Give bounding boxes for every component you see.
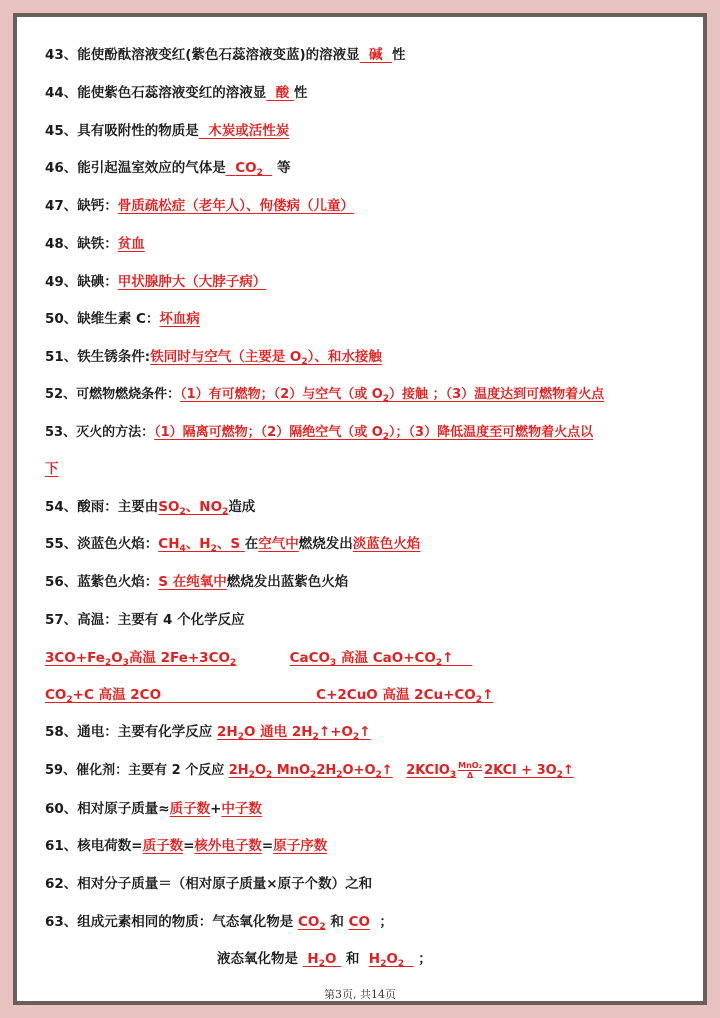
item-60: [45, 799, 695, 819]
answer: 木炭或活性炭: [208, 123, 290, 139]
item-number: 62、: [45, 876, 78, 892]
answer: $2H_2O_2$ $MnO_22H_2O+O_2↑$: [228, 763, 393, 780]
answer: 2KClO$_3$: [406, 763, 457, 780]
question: 缺铁：: [77, 236, 118, 252]
question: 能使紫色石蕊溶液变红的溶液显: [77, 85, 267, 101]
question: 相对原子质量≈: [77, 801, 170, 817]
text: =: [261, 838, 274, 854]
item-number: 50、: [45, 311, 78, 327]
item-number: 54、: [45, 499, 78, 515]
question: 铁生锈条件:: [77, 349, 151, 365]
question-tail: 性: [293, 85, 308, 101]
answer: $2KCl + 3O_2↑$: [484, 763, 574, 780]
question: 能使酚酞溶液变红(紫色石蕊溶液变蓝)的溶液显: [77, 47, 360, 63]
question: 灭火的方法：: [76, 425, 155, 440]
question: 催化剂：主要有 2 个反应: [76, 763, 225, 778]
text: 燃烧发出: [298, 536, 353, 552]
item-48: [45, 234, 695, 254]
answer: 空气中: [258, 536, 299, 552]
item-number: 55、: [45, 536, 78, 552]
item-45: [45, 121, 695, 141]
page: [13, 13, 707, 1005]
item-number: 63、: [45, 914, 78, 930]
item-47: [45, 196, 695, 216]
answer: 质子数: [142, 838, 184, 854]
answer: 核外电子数: [194, 838, 262, 854]
answer: （1）隔离可燃物；（2）隔绝空气（或 $O_2$）；（3）降低温度至可燃物着火点以: [154, 425, 594, 442]
question: 组成元素相同的物质：气态氧化物是: [77, 914, 294, 930]
item-number: 56、: [45, 574, 78, 590]
item-52: [45, 385, 695, 405]
item-number: 52、: [45, 387, 77, 402]
item-53-continued: [45, 459, 695, 479]
question: 淡蓝色火焰：: [77, 536, 159, 552]
item-number: 61、: [45, 838, 78, 854]
question: 核电荷数=: [77, 838, 143, 854]
question-tail: 性: [391, 47, 406, 63]
answer: $CO_2$: [235, 160, 263, 178]
item-number: 49、: [45, 274, 78, 290]
item-number: 51、: [45, 349, 78, 365]
text: 在: [244, 536, 259, 552]
item-number: 44、: [45, 85, 78, 101]
item-63-liquid: [217, 949, 695, 969]
answer: $CO_2$: [298, 914, 326, 932]
text: ；: [418, 951, 432, 967]
item-number: 57、: [45, 612, 78, 628]
item-number: 48、: [45, 236, 78, 252]
answer: CO: [348, 914, 370, 930]
item-46: [45, 158, 695, 178]
item-54: [45, 497, 695, 517]
reaction: C+2CuO 高温 $2Cu+CO_2↑$: [316, 687, 494, 705]
question: 液态氧化物是: [217, 951, 298, 967]
question: 缺钙：: [77, 198, 118, 214]
reaction: $3CO+Fe_2O_3$高温 $2Fe+3CO_2$: [45, 650, 237, 668]
text: ；: [379, 914, 393, 930]
answer: 淡蓝色火焰: [352, 536, 421, 552]
question: 缺维生素 C：: [77, 311, 160, 327]
item-58: [45, 722, 695, 742]
answer: $2H_2O$ 通电 $2H_2↑+O_2↑$: [217, 724, 371, 742]
reaction: $CO_2+C$ 高温 2CO: [45, 687, 162, 705]
item-number: 59、: [45, 763, 77, 778]
answer: 下: [45, 461, 59, 477]
text: 燃烧发出蓝紫色火焰: [226, 574, 349, 590]
answer: $SO_2$、$NO_2$: [158, 499, 229, 517]
item-number: 45、: [45, 123, 78, 139]
question-tail: 造成: [228, 499, 256, 515]
reaction-row-1: [45, 648, 695, 668]
question: 相对分子质量＝（相对原子质量×原子个数）之和: [77, 876, 373, 892]
item-number: 47、: [45, 198, 78, 214]
reaction: CaCO$_3$ 高温 $CaO+CO_2↑$: [289, 650, 454, 668]
answer: S 在纯氧中: [158, 574, 227, 590]
question: 通电：主要有化学反应: [77, 724, 213, 740]
answer: 酸: [275, 85, 290, 101]
answer: 骨质疏松症（老年人）、佝偻病（儿童）: [117, 198, 355, 214]
text: 和: [330, 914, 344, 930]
answer: 中子数: [221, 801, 262, 817]
item-number: 60、: [45, 801, 78, 817]
reaction-row-2: [45, 685, 695, 705]
question: 具有吸附性的物质是: [77, 123, 199, 139]
answer: $CH_4$、$H_2$、S: [158, 536, 241, 554]
answer: （1）有可燃物；（2）与空气（或 $O_2$）接触 ；（3）温度达到可燃物着火点: [180, 387, 605, 404]
answer: 铁同时与空气（主要是 $O_2$）、和水接触: [150, 349, 382, 367]
question: 可燃物燃烧条件：: [76, 387, 181, 402]
item-50: [45, 309, 695, 329]
item-55: [45, 534, 695, 554]
text: +: [210, 801, 222, 817]
item-56: [45, 572, 695, 592]
answer: 贫血: [117, 236, 145, 252]
question: 高温：主要有 4 个化学反应: [77, 612, 245, 628]
page-footer: 第3页, 共14页: [324, 988, 396, 1001]
question: 蓝紫色火焰：: [77, 574, 159, 590]
answer: 坏血病: [159, 311, 200, 327]
catalyst-fraction: $\frac{\text{MnO₂}}{\Delta}$: [458, 761, 483, 780]
item-number: 53、: [45, 425, 77, 440]
item-number: 43、: [45, 47, 78, 63]
text: 和: [345, 951, 360, 967]
item-number: 58、: [45, 724, 78, 740]
item-62: [45, 874, 695, 894]
item-49: [45, 272, 695, 292]
answer: $H_2O_2$: [368, 951, 405, 969]
answer: $H_2O$: [307, 951, 337, 969]
item-44: [45, 83, 695, 103]
item-53: [45, 423, 695, 443]
answer: 原子序数: [273, 838, 328, 854]
item-43: [45, 45, 695, 65]
item-61: [45, 836, 695, 856]
question: 缺碘：: [77, 274, 118, 290]
item-59: [45, 761, 695, 781]
item-number: 46、: [45, 160, 78, 176]
answer: 质子数: [169, 801, 211, 817]
question-tail: 等: [276, 160, 291, 176]
item-57: [45, 610, 695, 630]
answer: 碱: [369, 47, 383, 63]
item-51: [45, 347, 695, 367]
question: 能引起温室效应的气体是: [77, 160, 226, 176]
item-63: [45, 912, 695, 932]
answer: 甲状腺肿大（大脖子病）: [117, 274, 267, 290]
text: =: [183, 838, 195, 854]
question: 酸雨：主要由: [77, 499, 159, 515]
